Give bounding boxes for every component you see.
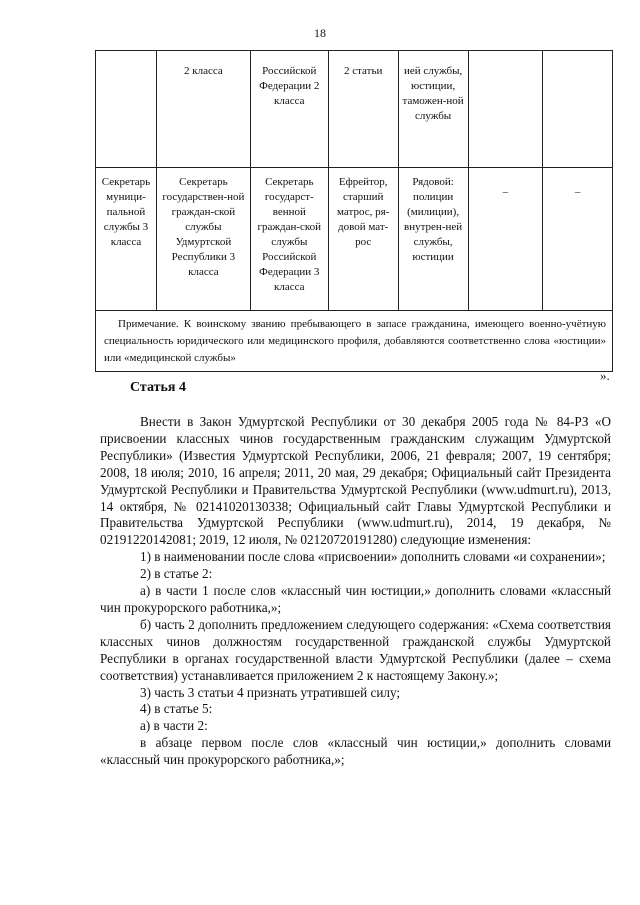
dash-mark: – [502, 186, 509, 198]
paragraph: а) в части 2: [140, 718, 208, 734]
table-cell: Ефрейтор, старший матрос, ря-довой мат-рос [328, 168, 398, 311]
paragraph: Внести в Закон Удмуртской Республики от 30 декабря 2005 года № 84-РЗ «О присвоении классных чинов государственным гражданским служащим Удмуртской Республики» (Известия Удмуртской Республики, 2006, 21 февраля; 2007, 19 сентября; 2008, 18 июля; 2010, 16 апреля; 2011, 20 мая, 29 декабря; Официальный сайт Президента Удмуртской Республики и Правительства Удмуртской Республики (www.udmurt.ru), 2013, 14 октября, № 02141020130338; Официальный сайт Главы Удмуртской Республики и Правительства Удмуртской Республики (www.udmurt.ru), 2014, 19 декабря, № 02191220142081; 2019, 12 июля, № 02120720191280) следующие изменения: [100, 414, 611, 548]
table-row-note [96, 311, 613, 372]
paragraph: 3) часть 3 статьи 4 признать утратившей силу; [140, 684, 401, 700]
article-body [100, 414, 611, 769]
table-cell: ией службы, юстиции, таможен-ной службы [398, 51, 468, 168]
page-number: 18 [314, 26, 326, 40]
table-cell [468, 168, 543, 311]
rank-correspondence-table [95, 50, 613, 372]
table-cell: Российской Федерации 2 класса [250, 51, 328, 168]
table-cell [468, 51, 543, 168]
table-cell: Секретарь муници-пальной службы 3 класса [96, 168, 157, 311]
table-cell [543, 51, 613, 168]
paragraph: б) часть 2 дополнить предложением следующего содержания: «Схема соответствия классных чинов должностям государственной гражданской службы Удмуртской Республики в органах государственной власти Удмуртской Республики (далее – схема соответствия) устанавливается приложением 2 к настоящему Закону.»; [100, 616, 611, 683]
table-cell: Секретарь государствен-ной граждан-ской службы Удмуртской Республики 3 класса [156, 168, 250, 311]
table-row [96, 51, 613, 168]
table-cell [543, 168, 613, 311]
table-cell [96, 51, 157, 168]
table-cell: 2 класса [156, 51, 250, 168]
dash-mark: – [574, 186, 581, 198]
paragraph: в абзаце первом после слов «классный чин юстиции,» дополнить словами «классный чин прокурорского работника,»; [100, 735, 611, 768]
table-cell: Рядовой: полиции (милиции), внутрен-ней службы, юстиции [398, 168, 468, 311]
paragraph: 1) в наименовании после слова «присвоении» дополнить словами «и сохранении»; [140, 549, 606, 565]
paragraph: а) в части 1 после слов «классный чин юстиции,» дополнить словами «классный чин прокурорского работника,»; [100, 583, 611, 615]
table-note: Примечание. К воинскому званию пребывающего в запасе гражданина, имеющего военно-учётную специальность юридического или медицинского профиля, добавляются соответственно слова «юстиции» или «медицинской службы» [96, 311, 613, 372]
closing-quote: ». [600, 368, 610, 383]
article-heading: Статья 4 [130, 380, 186, 395]
table-cell: 2 статьи [328, 51, 398, 168]
table-row [96, 168, 613, 311]
table-cell: Секретарь государст-венной граждан-ской службы Российской Федерации 3 класса [250, 168, 328, 311]
paragraph: 4) в статье 5: [140, 701, 213, 717]
paragraph: 2) в статье 2: [140, 566, 213, 582]
